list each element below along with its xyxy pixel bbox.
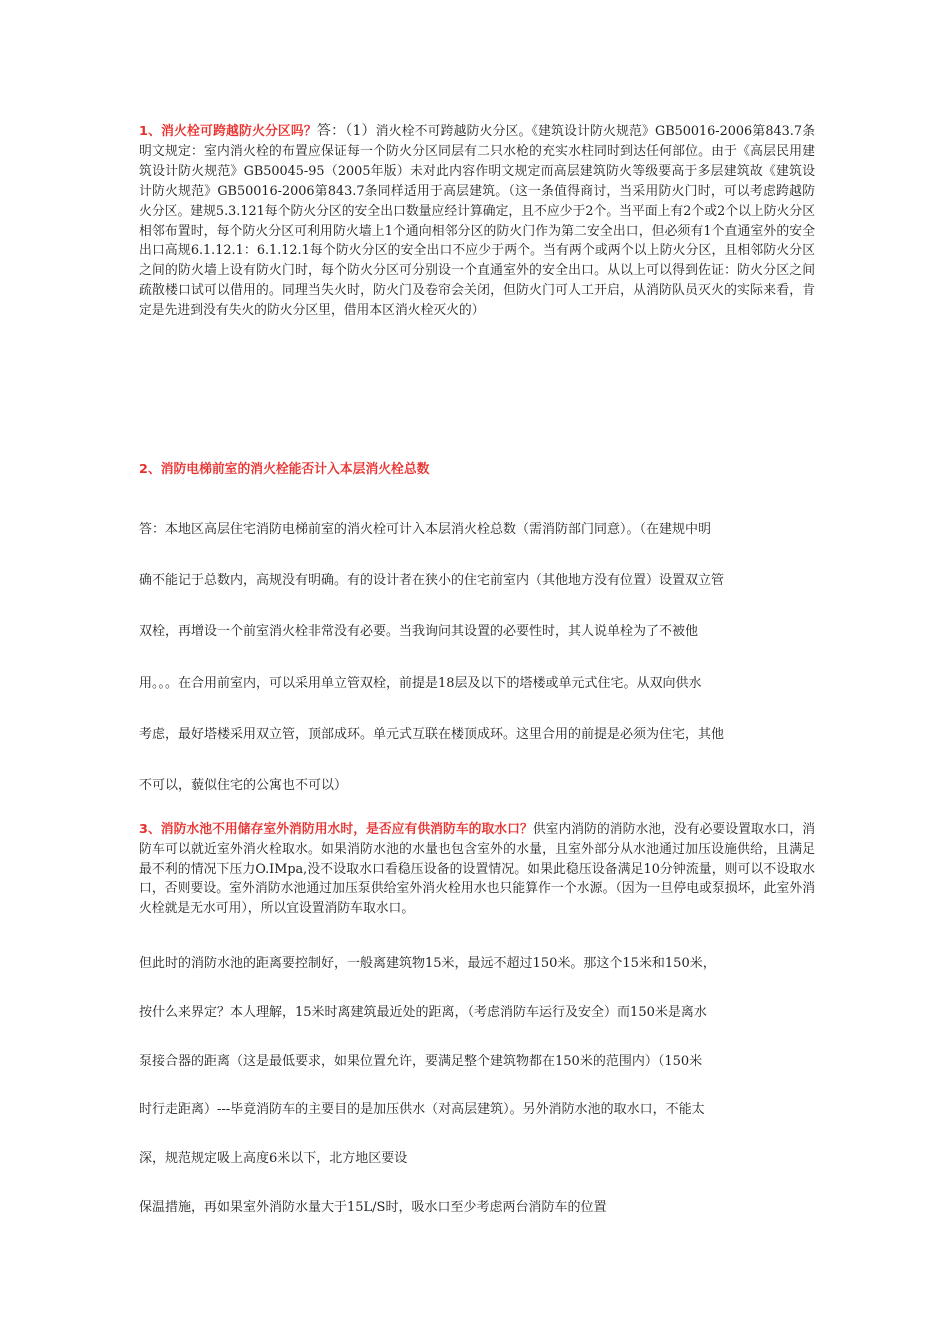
question-3-line: 泵接合器的距离（这是最低要求，如果位置允许，要满足整个建筑物都在150米的范围内）（150米 [139, 1053, 703, 1069]
question-2-line: 双栓，再增设一个前室消火栓非常没有必要。当我询问其设置的必要性时，其人说单栓为了不被他 [139, 624, 699, 640]
question-3-line: 保温措施，再如果室外消防水量大于15L/S时，吸水口至少考虑两台消防车的位置 [139, 1199, 607, 1215]
question-3-line: 按什么来界定？本人理解，15米时离建筑最近处的距离，（考虑消防车运行及安全）而150米是离水 [139, 1004, 707, 1020]
question-2-line: 答：本地区高层住宅消防电梯前室的消火栓可计入本层消火栓总数（需消防部门同意）。（在建规中明 [139, 522, 712, 537]
question-2-line: 确不能记于总数内，高规没有明确。有的设计者在狭小的住宅前室内（其他地方没有位置）设置双立管 [139, 573, 725, 589]
question-2-line: 用。。。在合用前室内，可以采用单立管双栓，前提是18层及以下的塔楼或单元式住宅。从双向供水 [139, 675, 702, 691]
question-3-line: 深，规范规定吸上高度6米以下，北方地区要设 [139, 1151, 408, 1167]
question-3-line: 但此时的消防水池的距离要控制好，一般离建筑物15米，最远不超过150米。那这个15米和150米， [139, 956, 716, 971]
question-2-line: 考虑，最好塔楼采用双立管，顶部成环。单元式互联在楼顶成环。这里合用的前提是必须为住宅，其他 [139, 726, 725, 742]
question-3-continuation [139, 940, 829, 1233]
question-1-answer: 消火栓不可跨越防火分区。《建筑设计防火规范》GB50016-2006第843.7条明文规定：室内消火栓的布置应保证每一个防火分区同层有二只水枪的充实水柱同时到达任何部位。由于《高层民用建筑设计防火规范》GB50045-95（2005年版）未对此内容作明文规定而高层建筑防火等级要高于多层建筑故《建筑设计防火规范》GB50016-2006第843.7条同样适用于高层建筑。（这一条值得商讨，当采用防火门时，可以考虑跨越防火分区。建规5.3.121每个防火分区的安全出口数量应经计算确定，且不应少于2个。当平面上有2个或2个以上防火分区相邻布置时，每个防火分区可利用防火墙上1个通向相邻分区的防火门作为第二安全出口，但必须有1个直通室外的安全出口高规6.1.12.1：6.1.12.1每个防火分区的安全出口不应少于两个。当有两个或两个以上防火分区，且相邻防火分区之间的防火墙上设有防火门时，每个防火分区可分别设一个直通室外的安全出口。从以上可以得到佐证：防火分区之间疏散楼口试可以借用的。同理当失火时，防火门及卷帘会关闭，但防火门可人工开启，从消防队员灭火的实际来看，肯定是先进到没有失火的防火分区里，借用本区消火栓灭火的） [139, 124, 815, 319]
question-1-paragraph [139, 122, 815, 321]
question-2-line: 不可以，藐似住宅的公寓也不可以） [139, 777, 348, 793]
question-3-paragraph [139, 820, 815, 919]
question-1-title: 1、消火栓可跨越防火分区吗？ [139, 124, 317, 139]
question-3-title: 3、消防水池不用储存室外消防用水时，是否应有供消防车的取水口？ [139, 822, 533, 837]
question-3-line: 时行走距离）---毕竟消防车的主要目的是加压供水（对高层建筑）。另外消防水池的取水口，不能太 [139, 1102, 705, 1118]
question-1-lead: 答：（1） [316, 123, 376, 139]
question-3-answer: 供室内消防的消防水池，没有必要设置取水口，消防车可以就近室外消火栓取水。如果消防水池的水量也包含室外的水量，且室外部分从水池通过加压设施供给，且满足最不利的情况下压力O.IMpa,没不设取水口看稳压设备的设置情况。如果此稳压设备满足10分钟流量，则可以不设取水口，否则要设。室外消防水池通过加压泵供给室外消火栓用水也只能算作一个水源。（因为一旦停电或泵损坏，此室外消火栓就是无水可用），所以宜设置消防车取水口。 [139, 822, 816, 917]
question-2-title: 2、消防电梯前室的消火栓能否计入本层消火栓总数 [139, 462, 430, 477]
question-2-answer [139, 504, 815, 811]
